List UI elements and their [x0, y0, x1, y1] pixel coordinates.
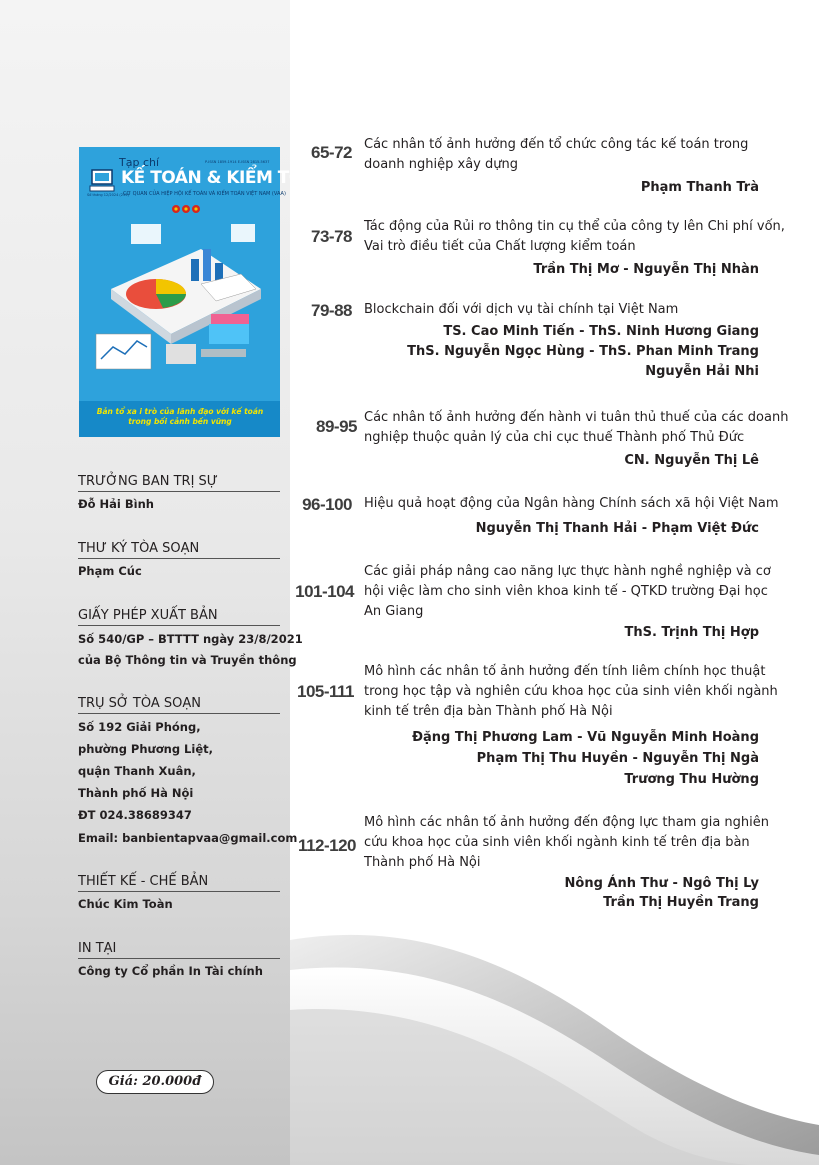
article-title-line: kinh tế trên địa bàn Thành phố Hà Nội — [364, 704, 613, 719]
article-title-line: Tác động của Rủi ro thông tin cụ thể của công ty lên Chi phí vốn, — [364, 219, 785, 234]
finance-illustration — [91, 219, 271, 399]
masthead-license-line: của Bộ Thông tin và Truyền thông — [78, 653, 297, 667]
article-title-line: hội việc làm cho sinh viên khoa kinh tế - QTKD trường Đại học — [364, 584, 768, 599]
article-title-line: Vai trò điều tiết của Chất lượng kiểm toán — [364, 239, 636, 254]
masthead-publisher-name: Đỗ Hải Bình — [78, 497, 154, 511]
article-title-line: Mô hình các nhân tố ảnh hưởng đến tính liêm chính học thuật — [364, 664, 766, 679]
masthead-heading-publisher: TRƯỞNG BAN TRỊ SỰ — [78, 474, 280, 492]
article-pages: 65-72 — [311, 143, 352, 162]
decorative-wave — [290, 900, 819, 1165]
masthead-secretary-name: Phạm Cúc — [78, 564, 142, 578]
article-author: Nông Ánh Thư - Ngô Thị Ly — [564, 876, 759, 891]
article-author: CN. Nguyễn Thị Lê — [624, 453, 759, 468]
article-author: Đặng Thị Phương Lam - Vũ Nguyễn Minh Hoàng — [412, 730, 759, 745]
cover-title: KẾ TOÁN & KIỂM TOÁN — [121, 168, 329, 188]
cover-issue: Số tháng 12/2024 (255) — [87, 193, 129, 197]
article-author: Trương Thu Hường — [624, 772, 759, 787]
article-author: Phạm Thanh Trà — [640, 180, 759, 195]
article-title-line: Blockchain đối với dịch vụ tài chính tại Việt Nam — [364, 302, 679, 317]
masthead-office-line: Thành phố Hà Nội — [78, 786, 194, 800]
cover-small-title: Tạp chí — [119, 156, 160, 169]
magazine-cover — [79, 147, 329, 437]
article-title-line: An Giang — [364, 604, 424, 619]
article-title-line: cứu khoa học của sinh viên khối ngành kinh tế trên địa bàn — [364, 835, 750, 850]
article-pages: 112-120 — [298, 836, 356, 855]
masthead-heading-printer: IN TẠI — [78, 941, 280, 959]
cover-slogan — [89, 407, 271, 427]
article-author: TS. Cao Minh Tiến - ThS. Ninh Hương Giang — [443, 324, 759, 339]
masthead-heading-design: THIẾT KẾ - CHẾ BẢN — [78, 874, 280, 892]
article-title-line: Mô hình các nhân tố ảnh hưởng đến động lực tham gia nghiên — [364, 815, 770, 830]
article-title-line: trong học tập và nghiên cứu khoa học của sinh viên khối ngành — [364, 684, 778, 699]
masthead-printer-name: Công ty Cổ phần In Tài chính — [78, 964, 263, 978]
cover-issn: P-ISSN 1859-1914 E-ISSN 2815-5637 — [205, 160, 270, 164]
masthead-office-line: Số 192 Giải Phóng, — [78, 720, 201, 734]
article-pages: 79-88 — [311, 301, 352, 320]
masthead-email: Email: banbientapvaa@gmail.com — [78, 831, 298, 845]
article-title-line: Thành phố Hà Nội — [364, 855, 481, 870]
article-title-line: doanh nghiệp xây dựng — [364, 157, 518, 172]
masthead-phone: ĐT 024.38689347 — [78, 808, 192, 822]
article-author: Nguyễn Hải Nhi — [645, 364, 759, 379]
masthead-design-name: Chúc Kim Toàn — [78, 897, 173, 911]
article-pages: 96-100 — [302, 495, 352, 514]
article-title-line: nghiệp thuộc quản lý của chi cục thuế Thành phố Thủ Đức — [364, 430, 745, 445]
article-title-line: Hiệu quả hoạt động của Ngân hàng Chính sách xã hội Việt Nam — [364, 496, 779, 511]
article-title-line: Các nhân tố ảnh hưởng đến hành vi tuân thủ thuế của các doanh — [364, 410, 789, 425]
masthead-office-line: phường Phương Liệt, — [78, 742, 213, 756]
price-badge: Giá: 20.000đ — [96, 1070, 214, 1094]
article-author: ThS. Nguyễn Ngọc Hùng - ThS. Phan Minh Trang — [407, 344, 759, 359]
masthead-heading-office: TRỤ SỞ TÒA SOẠN — [78, 696, 280, 714]
article-author: Trần Thị Huyền Trang — [603, 895, 759, 910]
masthead-heading-secretary: THƯ KÝ TÒA SOẠN — [78, 541, 280, 559]
cover-slogan-line1: Bản tổ xa i trò của lãnh đạo với kế toán — [96, 407, 264, 416]
article-title-line: Các giải pháp nâng cao năng lực thực hành nghề nghiệp và cơ — [364, 564, 771, 579]
masthead-office-line: quận Thanh Xuân, — [78, 764, 196, 778]
article-author: ThS. Trịnh Thị Hợp — [624, 625, 759, 640]
masthead-license-line: Số 540/GP – BTTTT ngày 23/8/2021 — [78, 632, 303, 646]
article-author: Nguyễn Thị Thanh Hải - Phạm Việt Đức — [475, 521, 759, 536]
cover-subtitle: CƠ QUAN CỦA HIỆP HỘI KẾ TOÁN VÀ KIỂM TOÁN VIỆT NAM (VAA) — [123, 191, 286, 197]
article-author: Trần Thị Mơ - Nguyễn Thị Nhàn — [533, 262, 759, 277]
article-pages: 73-78 — [311, 227, 352, 246]
computer-icon — [89, 169, 115, 193]
article-title-line: Các nhân tố ảnh hưởng đến tổ chức công tác kế toán trong — [364, 137, 749, 152]
cover-slogan-line2: trong bối cảnh bền vững — [128, 417, 232, 426]
masthead-heading-license: GIẤY PHÉP XUẤT BẢN — [78, 608, 280, 626]
article-pages: 89-95 — [316, 417, 357, 436]
article-pages: 105-111 — [296, 682, 354, 701]
medals-icon — [171, 201, 201, 215]
article-pages: 101-104 — [295, 582, 354, 601]
article-author: Phạm Thị Thu Huyền - Nguyễn Thị Ngà — [476, 751, 759, 766]
